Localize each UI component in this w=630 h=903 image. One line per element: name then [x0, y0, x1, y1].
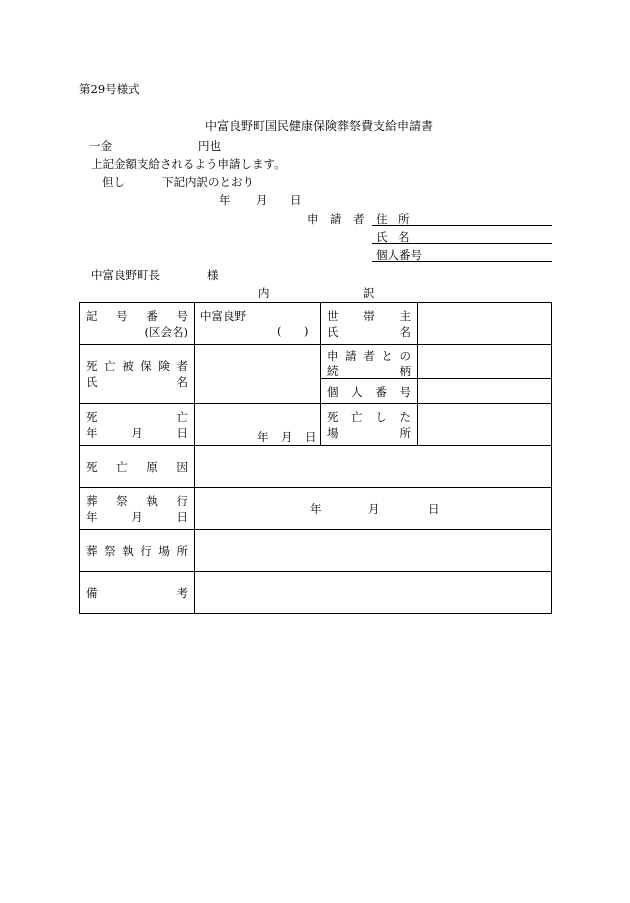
personal-number-ch1: 個 [327, 385, 339, 399]
householder-ch1: 世 [327, 309, 339, 323]
applicant-label-1: 申 [307, 212, 319, 226]
deceased-insured-value-cell[interactable] [195, 345, 321, 404]
funeral-date-year-label: 年 [86, 510, 98, 524]
death-place-ch3: し [375, 410, 387, 424]
remarks-ch1: 備 [86, 586, 98, 600]
relation-ch7: 柄 [399, 364, 411, 378]
personal-number-label-cell [321, 379, 418, 404]
symbol-number-ch2: 号 [116, 309, 128, 323]
death-place-ch6: 所 [399, 426, 411, 440]
relation-ch6: 続 [327, 364, 339, 378]
death-date-ch2: 亡 [176, 410, 188, 424]
town-name: 中富良野 [200, 309, 246, 323]
death-date-day-label: 日 [176, 426, 188, 440]
date-month: 月 [256, 193, 268, 207]
cause-of-death-label-cell [80, 446, 195, 488]
relation-ch5: の [399, 349, 411, 363]
date-day: 日 [290, 193, 302, 207]
personal-number-ch3: 番 [375, 385, 387, 399]
funeral-date-day-label: 日 [176, 510, 188, 524]
applicant-label-2: 請 [330, 212, 342, 226]
applicant-name-line[interactable] [372, 243, 552, 244]
deceased-insured-ch2: 亡 [104, 359, 116, 373]
death-place-ch5: 場 [327, 426, 339, 440]
cause-of-death-value-cell[interactable] [195, 446, 552, 488]
addressee-name: 中富良野町長 [91, 268, 160, 282]
deceased-insured-ch4: 保 [140, 359, 152, 373]
death-date-value-day: 日 [305, 430, 317, 444]
personal-number-ch4: 号 [399, 385, 411, 399]
amount-suffix: 円也 [198, 139, 221, 153]
remarks-ch2: 考 [176, 586, 188, 600]
funeral-date-value-year: 年 [310, 502, 322, 516]
applicant-address-line[interactable] [372, 225, 552, 226]
funeral-place-label-cell [80, 530, 195, 572]
death-place-label-cell [321, 404, 418, 446]
paren-close: ) [304, 324, 309, 338]
death-place-ch2: 亡 [351, 410, 363, 424]
symbol-number-label-cell [80, 303, 195, 345]
applicant-id-label: 個人番号 [376, 248, 422, 262]
funeral-date-ch3: 執 [146, 494, 158, 508]
deceased-insured-name-ch1: 氏 [86, 375, 98, 389]
deceased-insured-ch3: 被 [122, 359, 134, 373]
cause-ch3: 原 [146, 460, 158, 474]
personal-number-value-cell[interactable] [418, 379, 552, 404]
cause-ch4: 因 [176, 460, 188, 474]
funeral-date-value-day: 日 [428, 502, 440, 516]
funeral-place-ch3: 執 [122, 544, 134, 558]
death-date-ch1: 死 [86, 410, 98, 424]
form-number: 第29号様式 [79, 82, 140, 96]
breakdown-heading-1: 内 [258, 286, 270, 300]
deceased-insured-ch5: 険 [158, 359, 170, 373]
symbol-number-value-cell[interactable] [195, 303, 321, 345]
householder-label-cell [321, 303, 418, 345]
addressee-honorific: 様 [207, 268, 219, 282]
death-date-label-cell [80, 404, 195, 446]
personal-number-ch2: 人 [351, 385, 363, 399]
death-date-year-label: 年 [86, 426, 98, 440]
amount-prefix: 一金 [89, 139, 112, 153]
deceased-insured-label-cell [80, 345, 195, 404]
funeral-date-month-label: 月 [131, 510, 143, 524]
symbol-number-ch4: 号 [176, 309, 188, 323]
relation-ch1: 申 [327, 349, 339, 363]
relation-ch4: と [381, 349, 393, 363]
proviso-text: 下記内訳のとおり [162, 175, 254, 189]
funeral-place-ch4: 行 [140, 544, 152, 558]
deceased-insured-ch6: 者 [176, 359, 188, 373]
funeral-place-ch6: 所 [176, 544, 188, 558]
deceased-insured-ch1: 死 [86, 359, 98, 373]
breakdown-heading-2: 訳 [363, 286, 375, 300]
funeral-date-ch1: 葬 [86, 494, 98, 508]
death-date-value-month: 月 [281, 430, 293, 444]
cause-ch2: 亡 [116, 460, 128, 474]
funeral-place-value-cell[interactable] [195, 530, 552, 572]
funeral-date-label-cell [80, 488, 195, 530]
funeral-place-ch1: 葬 [86, 544, 98, 558]
householder-value-cell[interactable] [418, 303, 552, 345]
remarks-label-cell [80, 572, 195, 614]
breakdown-table [79, 302, 552, 614]
district-name-label: (区会名) [144, 325, 188, 339]
proviso-label: 但し [102, 175, 125, 189]
relation-value-cell[interactable] [418, 345, 552, 379]
death-place-ch1: 死 [327, 410, 339, 424]
householder-name-ch1: 氏 [327, 325, 339, 339]
remarks-value-cell[interactable] [195, 572, 552, 614]
death-place-ch4: た [399, 410, 411, 424]
funeral-place-ch2: 祭 [104, 544, 116, 558]
householder-name-ch2: 名 [399, 325, 411, 339]
householder-ch2: 帯 [363, 309, 375, 323]
funeral-place-ch5: 場 [158, 544, 170, 558]
applicant-address-label-1: 住 [376, 212, 388, 226]
applicant-name-label-2: 名 [398, 230, 410, 244]
cause-ch1: 死 [86, 460, 98, 474]
relation-ch2: 請 [345, 349, 357, 363]
date-year: 年 [219, 193, 231, 207]
death-place-value-cell[interactable] [418, 404, 552, 446]
funeral-date-value-month: 月 [368, 502, 380, 516]
symbol-number-ch1: 記 [86, 309, 98, 323]
death-date-value-year: 年 [257, 430, 269, 444]
householder-ch3: 主 [399, 309, 411, 323]
funeral-date-value-cell[interactable] [195, 488, 552, 530]
request-text: 上記金額支給されるよう申請します。 [91, 157, 286, 171]
applicant-id-line[interactable] [372, 261, 552, 262]
applicant-name-label-1: 氏 [376, 230, 388, 244]
relation-label-cell [321, 345, 418, 379]
paren-open: ( [277, 324, 282, 338]
death-date-value-cell[interactable] [195, 404, 321, 446]
deceased-insured-name-ch2: 名 [176, 375, 188, 389]
relation-ch3: 者 [363, 349, 375, 363]
applicant-address-label-2: 所 [398, 212, 410, 226]
funeral-date-ch4: 行 [176, 494, 188, 508]
applicant-label-3: 者 [353, 212, 365, 226]
death-date-month-label: 月 [131, 426, 143, 440]
symbol-number-ch3: 番 [146, 309, 158, 323]
funeral-date-ch2: 祭 [116, 494, 128, 508]
form-title: 中富良野町国民健康保険葬祭費支給申請書 [205, 119, 434, 133]
